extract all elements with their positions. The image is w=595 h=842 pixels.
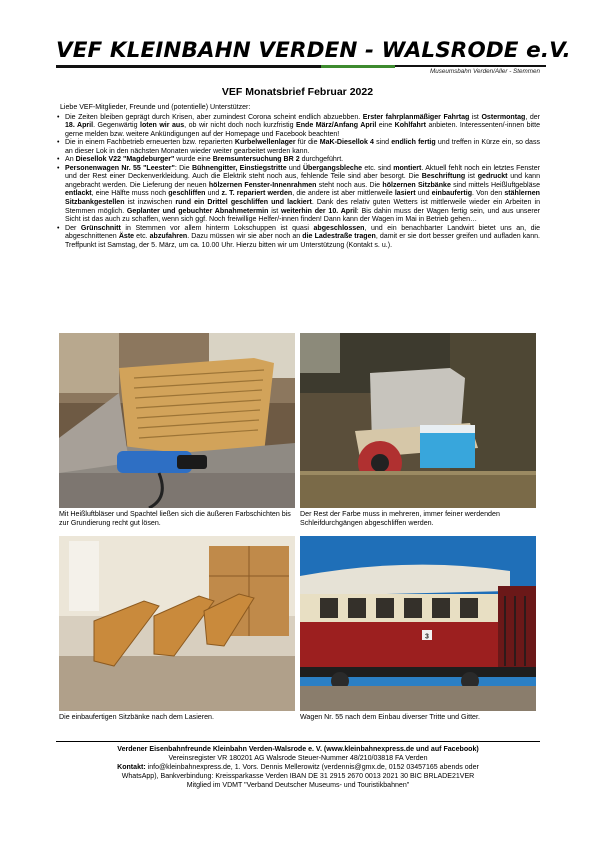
news-text-run: lasiert: [394, 190, 416, 198]
masthead-subtitle: Museumsbahn Verden/Aller - Stemmen: [429, 68, 540, 75]
bullet-marker: •: [57, 139, 60, 147]
news-text-run: und kann angebracht werden. Die Lieferung der neuen: [65, 173, 540, 189]
news-text-run: etc.: [134, 233, 150, 241]
news-text-run: Personenwagen Nr. 55 "Leester": [65, 164, 175, 172]
masthead-rule-right: [395, 65, 546, 67]
news-text-run: Diesellok V22 "Magdeburger": [75, 156, 175, 164]
news-text-run: , damit er sie dort besser greifen und aufladen kann. Treffpunkt ist Samstag, der 5. März, um ca. 10.00 Uhr. Hierzu bitten wir um Unterstützung (Kontakt s. u.).: [65, 233, 540, 249]
news-text-run: und: [286, 164, 303, 172]
news-text-run: geschliffen: [168, 190, 206, 198]
news-text-run: . Von den: [472, 190, 505, 198]
news-item: [56, 114, 540, 140]
news-text-run: und: [205, 190, 222, 198]
news-item: [56, 165, 540, 225]
news-text-run: Beschriftung: [421, 173, 466, 181]
news-text-run: Grünschnitt: [80, 224, 121, 232]
news-text-run: und: [415, 190, 432, 198]
footer-rule: [56, 741, 540, 742]
news-text-run: Ostermontag: [481, 113, 526, 121]
news-text-run: , ob wir nicht doch noch kurzfristig: [184, 122, 297, 130]
news-text-run: . Gegenwärtig: [93, 122, 140, 130]
footer-register: Vereinsregister VR 180201 AG Walsrode Steuer-Nummer 48/210/03818 FA Verden: [168, 755, 428, 763]
news-text-run: für die: [295, 139, 320, 147]
photo-caption: Der Rest der Farbe muss in mehreren, immer feiner werdenden Schleifdurchgängen abgeschliffen werden.: [300, 510, 500, 527]
news-text-run: in Stemmen vor allem hinterm Lokschuppen ist quasi: [120, 224, 314, 232]
news-text-run: , der: [525, 113, 541, 121]
news-text-run: Äste: [118, 233, 135, 241]
news-text-run: stählernen Sitzbankgestellen: [65, 190, 540, 207]
news-text-run: entlackt: [65, 190, 92, 198]
footer: [56, 745, 540, 790]
footer-contact-label: Kontakt:: [117, 764, 146, 772]
news-text-run: ist inzwischen: [124, 199, 176, 207]
issue-title: VEF Monatsbrief Februar 2022: [221, 86, 374, 98]
news-text-run: . Dank des relativ guten Wetters ist mittlerweile wieder ein Arbeiten in Stemmen möglich.: [65, 199, 541, 215]
news-text-run: abgeschlossen: [313, 224, 365, 232]
bullet-marker: •: [57, 164, 60, 172]
footer-bank: WhatsApp), Bankverbindung: Kreissparkasse Verden IBAN DE 31 2915 2670 0013 2021 30 BIC BRLADE21VER: [121, 773, 475, 781]
bullet-marker: •: [57, 224, 60, 232]
news-text-run: z. T. repariert werden: [221, 190, 293, 198]
masthead-rule-accent: [321, 65, 395, 68]
news-text-run: montiert: [393, 164, 422, 172]
news-text-run: Geplanter und gebuchter Abnahmetermin: [126, 207, 269, 215]
news-text-run: ist: [469, 113, 482, 121]
news-text-run: die Ladestraße tragen: [302, 233, 376, 241]
news-text-run: sind mittels Heißluftgebläse: [450, 181, 540, 189]
news-text-run: , und ein benachbarter Landwirt bietet uns an, die abgeschnittenen: [65, 224, 540, 241]
photo-grinding-bench: [300, 333, 536, 508]
footer-contact: [56, 763, 540, 772]
news-item: [56, 156, 540, 165]
news-text-run: abzufahren: [149, 233, 188, 241]
news-item: [56, 139, 540, 156]
footer-contact-text: info@kleinbahnexpress.de, 1. Vors. Dennis Mellerowitz (verdennis@gmx.de, 0152 03457165 abends oder: [145, 764, 479, 772]
news-text-run: Bremsuntersuchung BR 2: [212, 156, 300, 164]
masthead-rule: [56, 65, 321, 68]
news-text-run: Übergangsbleche: [302, 164, 363, 172]
masthead-title: VEF KLEINBAHN VERDEN - WALSRODE e.V.: [56, 38, 571, 63]
news-text-run: Kurbelwellenlager: [234, 139, 296, 147]
news-text-run: Ende März/Anfang April: [296, 122, 377, 130]
news-text-run: rund ein Drittel geschliffen und lackiert: [175, 199, 312, 207]
news-text-run: wurde eine: [174, 156, 213, 164]
news-text-run: loten wir aus: [140, 122, 185, 130]
photo-caption: Wagen Nr. 55 nach dem Einbau diverser Tritte und Gitter.: [300, 713, 480, 721]
news-text-run: , eine Hälfte muss noch: [91, 190, 169, 198]
news-text-run: etc. sind: [362, 164, 394, 172]
news-text-run: anbieten. Interessenten/-innen bitte gerne melden bzw. weitere Ankündigungen auf der Homepage und Facebook beachten!: [65, 122, 540, 138]
news-text-run: Die Zeiten bleiben geprägt durch Krisen, aber zumindest Corona scheint endlich abzuebben.: [65, 113, 363, 121]
news-text-run: Erster fahrplanmäßiger Fahrtag: [362, 113, 470, 121]
news-text-run: : Bis dahin muss der Wagen fertig sein, und aus unserer Sicht ist das auch zu schaffen, wenn sich ggf. Noch freiwillige Helfer/-innen finden! Dann kann der Wagen im Mai in Betrieb gehen…: [65, 207, 540, 224]
news-text-run: Die in einem Fachbetrieb erneuerten bzw. reparierten: [65, 139, 235, 147]
photo-caption: Die einbaufertigen Sitzbänke nach dem Lasieren.: [59, 713, 214, 721]
news-text-run: . Dazu müssen wir sie aber noch an: [187, 233, 303, 241]
news-text-run: hölzernen Sitzbänke: [382, 181, 451, 189]
photo-coach-55: [300, 536, 536, 711]
news-text-run: : Die: [174, 164, 192, 172]
news-text-run: endlich fertig: [391, 139, 436, 147]
news-text-run: ist: [268, 207, 282, 215]
news-text-run: durchgeführt.: [299, 156, 344, 164]
news-text-run: 18. April: [65, 122, 94, 130]
news-text-run: gedruckt: [477, 173, 508, 181]
news-item: [56, 225, 540, 251]
photo-caption: Mit Heißluftbläser und Spachtel ließen sich die äußeren Farbschichten bis zur Grundierung recht gut lösen.: [59, 510, 291, 527]
news-text-run: sind: [373, 139, 392, 147]
greeting: Liebe VEF-Mitglieder, Freunde und (potentielle) Unterstützer:: [60, 104, 251, 111]
coach-number: 3: [425, 633, 429, 641]
news-text-run: weiterhin der 10. April: [281, 207, 357, 215]
news-text-run: . Aktuell fehlt noch ein letztes Fenster und der Rest einer Deckenverkleidung. Auch die Elektrik steht noch aus, fehlende Teile sind aber besorgt. Die: [65, 164, 540, 181]
photo-finished-benches: [59, 536, 295, 711]
footer-membership: Mitglied im VDMT "Verband Deutscher Museums- und Touristikbahnen": [186, 782, 410, 790]
footer-association: Verdener Eisenbahnfreunde Kleinbahn Verden-Walsrode e. V. (www.kleinbahnexpress.de und auf Facebook): [117, 746, 479, 753]
news-list: [56, 114, 540, 251]
bullet-marker: •: [57, 113, 60, 121]
news-text-run: hölzernen Fenster-Innenrahmen: [208, 181, 317, 189]
masthead: [56, 38, 571, 80]
bullet-marker: •: [57, 156, 60, 164]
news-text-run: MaK-Diesellok 4: [319, 139, 374, 147]
news-text-run: An: [65, 156, 76, 164]
news-text-run: ist: [465, 173, 478, 181]
photo-bench-heat-gun: [59, 333, 295, 508]
news-text-run: Der: [65, 224, 81, 232]
news-text-run: eine: [376, 122, 395, 130]
news-text-run: Kohlfahrt: [394, 122, 426, 130]
news-text-run: Bühnengitter, Einstiegstritte: [191, 164, 287, 172]
news-text-run: steht noch aus. Die: [316, 181, 383, 189]
newsletter-body: [56, 104, 540, 250]
news-text-run: , die andere ist aber mittlerweile: [292, 190, 395, 198]
news-text-run: einbaufertig: [431, 190, 472, 198]
news-text-run: und treffen in Kürze ein, so dass an dieser Lok in den nächsten Monaten wieder weiter gearbeitet werden kann.: [65, 139, 541, 155]
